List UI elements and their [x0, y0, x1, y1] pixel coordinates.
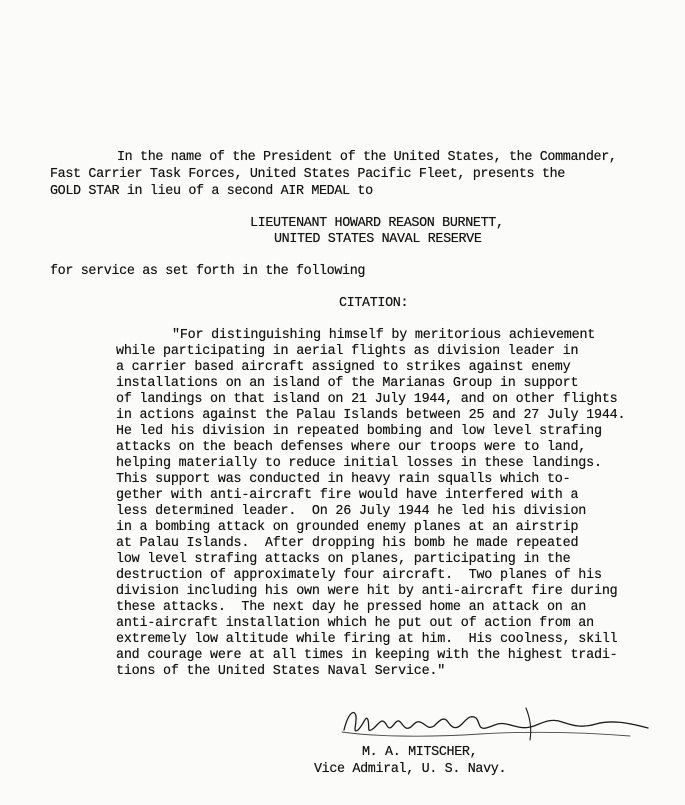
- citation-line: destruction of approximately four aircraft. Two planes of his: [116, 568, 602, 583]
- intro-line-2: Fast Carrier Task Forces, United States Pacific Fleet, presents the: [50, 167, 565, 182]
- service-line: for service as set forth in the following: [50, 264, 366, 279]
- citation-line: a carrier based aircraft assigned to strikes against enemy: [116, 360, 571, 375]
- citation-line: tions of the United States Naval Service.": [116, 664, 446, 679]
- citation-line: less determined leader. On 26 July 1944 he led his division: [116, 504, 587, 519]
- citation-line: attacks on the beach defenses where our troops were to land,: [116, 440, 587, 455]
- recipient-service: UNITED STATES NAVAL RESERVE: [274, 232, 482, 247]
- citation-line: at Palau Islands. After dropping his bomb he made repeated: [116, 536, 579, 551]
- citation-line: installations on an island of the Marianas Group in support: [116, 376, 579, 391]
- citation-line: anti-aircraft installation which he put out of action from an: [116, 616, 594, 631]
- citation-line: in actions against the Palau Islands between 25 and 27 July 1944.: [116, 408, 626, 423]
- citation-line: while participating in aerial flights as division leader in: [116, 344, 579, 359]
- citation-line: This support was conducted in heavy rain squalls which to-: [116, 472, 571, 487]
- intro-line-3: GOLD STAR in lieu of a second AIR MEDAL to: [50, 184, 373, 199]
- citation-line: low level strafing attacks on planes, participating in the: [116, 552, 571, 567]
- citation-line: of landings on that island on 21 July 1944, and on other flights: [116, 392, 618, 407]
- citation-line: division including his own were hit by anti-aircraft fire during: [116, 584, 618, 599]
- intro-line-1: In the name of the President of the United States, the Commander,: [117, 150, 617, 165]
- handwritten-signature: [330, 700, 660, 750]
- signatory-title: Vice Admiral, U. S. Navy.: [314, 762, 507, 777]
- citation-line: "For distinguishing himself by meritorious achievement: [172, 328, 596, 343]
- citation-line: gether with anti-aircraft fire would have interfered with a: [116, 488, 579, 503]
- recipient-name: LIEUTENANT HOWARD REASON BURNETT,: [250, 216, 504, 231]
- citation-line: He led his division in repeated bombing and low level strafing: [116, 424, 602, 439]
- citation-heading: CITATION:: [339, 296, 409, 311]
- citation-line: and courage were at all times in keeping with the highest tradi-: [116, 648, 618, 663]
- citation-line: in a bombing attack on grounded enemy planes at an airstrip: [116, 520, 579, 535]
- citation-line: helping materially to reduce initial losses in these landings.: [116, 456, 602, 471]
- signatory-name: M. A. MITSCHER,: [362, 745, 478, 760]
- citation-line: extremely low altitude while firing at him. His coolness, skill: [116, 632, 618, 647]
- citation-line: these attacks. The next day he pressed home an attack on an: [116, 600, 587, 615]
